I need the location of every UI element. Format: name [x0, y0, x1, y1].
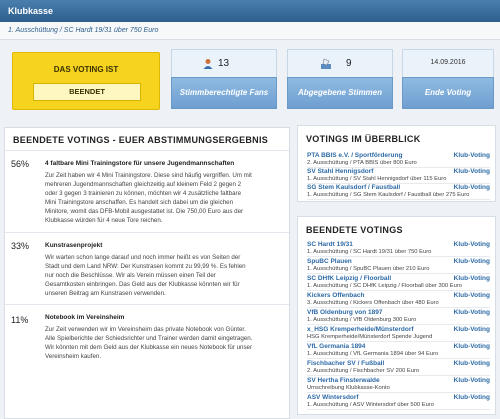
finished-votings-title: BEENDETE VOTINGS	[306, 225, 403, 235]
users-icon	[202, 58, 214, 70]
voting-badge: Klub-Voting	[453, 152, 490, 159]
payout-text: 1. Ausschüttung / VfB Oldenburg 300 Euro	[307, 317, 417, 323]
voting-badge: Klub-Voting	[453, 258, 490, 265]
results-title: BEENDETE VOTINGS - EUER ABSTIMMUNGSERGEBNIS	[13, 135, 269, 145]
page-title: Klubkasse	[8, 6, 54, 16]
result-item	[5, 150, 289, 232]
payout-text: 1. Ausschüttung / SV Stahl Hennigsdorf über 115 Euro	[307, 176, 447, 182]
list-item[interactable]	[307, 360, 490, 376]
results-panel	[4, 127, 290, 419]
list-item[interactable]	[307, 275, 490, 291]
stat-label: Ende Voting	[402, 77, 494, 109]
list-item[interactable]	[307, 377, 490, 393]
result-percent: 11%	[11, 315, 29, 325]
club-link[interactable]: VfL Germania 1894	[307, 343, 366, 350]
list-item[interactable]	[307, 292, 490, 308]
stat-voting-end	[402, 49, 494, 109]
result-title: Kunstrasenprojekt	[45, 242, 103, 249]
list-item[interactable]	[307, 241, 490, 257]
stat-label: Stimmberechtigte Fans	[171, 77, 277, 109]
voting-badge: Klub-Voting	[453, 360, 490, 367]
club-link[interactable]: SpuBC Plauen	[307, 258, 352, 265]
overview-title: VOTINGS IM ÜBERBLICK	[306, 134, 421, 144]
voting-badge: Klub-Voting	[453, 292, 490, 299]
result-item	[5, 232, 289, 304]
list-item[interactable]	[307, 168, 490, 184]
stat-value: 13	[218, 58, 230, 69]
payout-text: 1. Ausschüttung / VfL Germania 1894 über 94 Euro	[307, 351, 439, 357]
voting-badge: Klub-Voting	[453, 241, 490, 248]
stat-value: 14.09.2016	[430, 59, 466, 66]
voting-badge: Klub-Voting	[453, 184, 490, 191]
result-percent: 33%	[11, 241, 30, 251]
breadcrumb-text: 1. Ausschüttung / SC Hardt 19/31 über 750 Euro	[8, 27, 159, 34]
overview-panel	[297, 125, 496, 202]
result-title: 4 faltbare Mini Trainingstore für unsere Jugendmannschaften	[45, 160, 235, 167]
club-link[interactable]: Fischbacher SV / Fußball	[307, 360, 385, 367]
club-link[interactable]: SV Stahl Hennigsdorf	[307, 168, 374, 175]
breadcrumb	[0, 22, 500, 40]
list-item[interactable]	[307, 309, 490, 325]
payout-text: 1. Ausschüttung / SG Stem Kaulsdorf / Faustball über 275 Euro	[307, 192, 470, 198]
voting-badge: Klub-Voting	[453, 343, 490, 350]
stat-votes-cast	[287, 49, 393, 109]
voting-badge: Klub-Voting	[453, 275, 490, 282]
club-link[interactable]: SC Hardt 19/31	[307, 241, 353, 248]
result-item	[5, 304, 289, 374]
voting-badge: Klub-Voting	[453, 326, 490, 333]
list-item[interactable]	[307, 326, 490, 342]
payout-text: 1. Ausschüttung / SpuBC Plauen über 210 Euro	[307, 266, 430, 272]
club-link[interactable]: SG Stem Kaulsdorf / Faustball	[307, 184, 401, 191]
club-link[interactable]: ASV Wintersdorf	[307, 394, 359, 401]
result-percent: 56%	[11, 159, 30, 169]
club-link[interactable]: SV Hertha Finsterwalde	[307, 377, 380, 384]
list-item[interactable]	[307, 184, 490, 200]
stat-label: Abgegebene Stimmen	[287, 77, 393, 109]
voting-badge: Klub-Voting	[453, 377, 490, 384]
voting-status-box	[12, 52, 160, 110]
payout-text: Umschreibung Klubkasse-Konto	[307, 385, 390, 391]
result-title: Notebook im Vereinsheim	[45, 314, 125, 321]
voting-badge: Klub-Voting	[453, 309, 490, 316]
payout-text: 2. Ausschüttung / PTA BBIS über 800 Euro	[307, 160, 417, 166]
ballot-icon	[320, 58, 332, 70]
payout-text: 3. Ausschüttung / Kickers Offenbach über 480 Euro	[307, 300, 439, 306]
result-description: Wir warten schon lange darauf und noch immer heißt es von Seiten der Stadt und dem Land NRW: Der Kunstrasen kommt zu 99,99 %. Es fehlen nur noch die Beschlüsse. Wir als Verein müssen einen Teil der Gesamtkosten einbringen. Das Geld aus der Klubkasse könnten wir für unseren Beitrag am Kunstrasen verwenden.	[45, 254, 246, 297]
stat-value: 9	[346, 58, 352, 69]
club-link[interactable]: x_HSG Kremperheide/Münsterdorf	[307, 326, 414, 333]
payout-text: 1. Ausschüttung / SC DHfK Leipzig / Floorball über 300 Euro	[307, 283, 462, 289]
list-item[interactable]	[307, 343, 490, 359]
list-item[interactable]	[307, 394, 490, 410]
list-item[interactable]	[307, 258, 490, 274]
finished-votings-panel	[297, 216, 496, 415]
payout-text: 1. Ausschüttung / SC Hardt 19/31 über 750 Euro	[307, 249, 432, 255]
voting-badge: Klub-Voting	[453, 168, 490, 175]
payout-text: 1. Ausschüttung / ASV Wintersdorf über 500 Euro	[307, 402, 434, 408]
voting-ended-button[interactable]: BEENDET	[33, 83, 141, 101]
club-link[interactable]: Kickers Offenbach	[307, 292, 365, 299]
club-link[interactable]: VfB Oldenburg von 1897	[307, 309, 383, 316]
voting-badge: Klub-Voting	[453, 394, 490, 401]
result-description: Zur Zeit haben wir 4 Mini Trainingstore. Diese sind häufig vergriffen. Um mit mehreren Jugendmannschaften gleichzeitig auf kleinem Feld 2 gegen 2 oder 3 gegen 3 trainieren zu können, möchten wir 4 zusätzliche faltbare Mini Trainingstore anschaffen. Es handelt sich dabei um die gleichen Minitore, womit das DFB-Mobil ausgestattet ist. Die 750,00 Euro aus der Klubkasse würden für 4 neue Tore reichen.	[45, 172, 252, 224]
result-description: Zur Zeit verwenden wir im Vereinsheim das private Notebook von Günter. Alle Spielberichte der Schiedsrichter und Trainer werden damit eingetragen. Wir könnten mit dem Geld aus der Klubkasse ein neues Notebook für unser Vereinsheim kaufen.	[45, 326, 253, 360]
club-link[interactable]: SC DHfK Leipzig / Floorball	[307, 275, 392, 282]
stat-eligible-fans	[171, 49, 277, 109]
payout-text: 2. Ausschüttung / Fischbacher SV 200 Euro	[307, 368, 420, 374]
club-link[interactable]: PTA BBIS e.V. / Sportförderung	[307, 152, 403, 159]
top-bar	[0, 0, 500, 22]
list-item[interactable]	[307, 152, 490, 168]
voting-status-text: DAS VOTING IST	[53, 65, 119, 74]
payout-text: HSG Kremperheide/Münsterdorf Spende Jugend	[307, 334, 433, 340]
